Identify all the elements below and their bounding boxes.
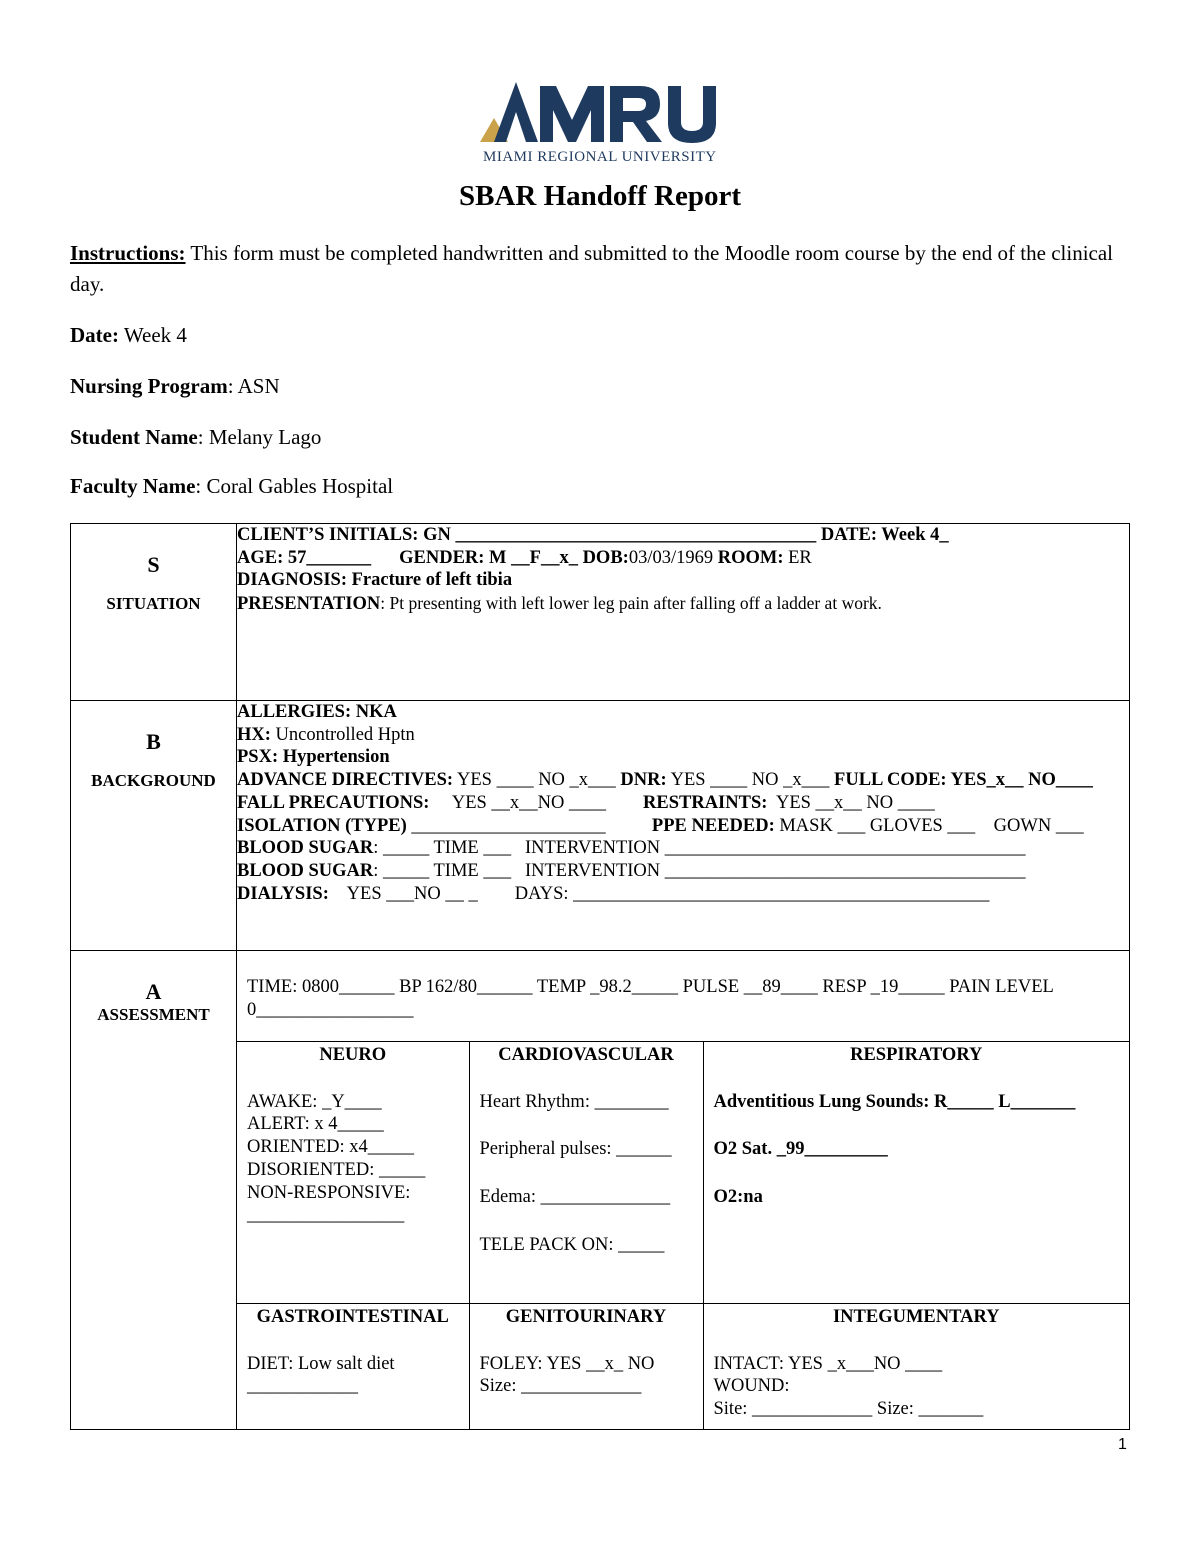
lung-sounds-field: Adventitious Lung Sounds: R_____ L_______	[713, 1091, 1076, 1112]
respiratory-cell	[703, 1042, 1129, 1304]
page-number: 1	[1118, 1436, 1127, 1453]
dialysis-label: DIALYSIS:	[237, 883, 329, 904]
dnr-label: DNR:	[620, 770, 667, 791]
presentation-value: : Pt presenting with left lower leg pain after falling off a ladder at work.	[380, 593, 882, 614]
instructions-label: Instructions:	[70, 241, 186, 265]
blood-sugar-value: : _____ TIME ___ INTERVENTION _______________________________________	[373, 838, 1026, 859]
alert-field: ALERT: x 4_____	[247, 1114, 384, 1135]
wound-field: WOUND:	[713, 1376, 790, 1397]
situation-name: SITUATION	[106, 593, 201, 613]
instructions	[70, 238, 1130, 300]
allergies-line: ALLERGIES: NKA	[237, 702, 397, 722]
ppe-label: PPE NEEDED:	[651, 815, 775, 836]
hx-value: Uncontrolled Hptn	[270, 724, 415, 745]
blood-sugar-line-1	[237, 837, 1129, 860]
university-name: MIAMI REGIONAL UNIVERSITY	[483, 149, 717, 165]
background-section	[71, 701, 237, 951]
fall-value: YES __x__NO ____	[429, 792, 643, 813]
sbar-table	[70, 523, 1130, 1430]
program-value: : ASN	[227, 374, 280, 398]
blood-sugar-label: BLOOD SUGAR	[237, 838, 374, 859]
foley-size-field: Size: _____________	[479, 1376, 642, 1397]
gu-title: GENITOURINARY	[505, 1307, 667, 1327]
fall-precautions-line	[237, 792, 1129, 815]
oriented-field: ORIENTED: x4_____	[247, 1137, 414, 1158]
o2-field: O2:na	[713, 1187, 763, 1208]
ad-label: ADVANCE DIRECTIVES:	[237, 770, 454, 791]
psx-line: PSX: Hypertension	[237, 747, 390, 768]
heart-rhythm-field: Heart Rhythm: ________	[479, 1091, 669, 1112]
situation-section	[71, 524, 237, 701]
faculty-value: : Coral Gables Hospital	[195, 474, 394, 498]
date-value: Week 4	[118, 323, 187, 347]
nonresponsive-field: NON-RESPONSIVE: _________________	[247, 1182, 411, 1226]
systems-row-1	[237, 1042, 1129, 1304]
age-field: AGE: 57_______	[237, 547, 372, 568]
edema-field: Edema: ______________	[479, 1187, 671, 1208]
dnr-value: YES ____ NO _x___	[666, 770, 835, 791]
diagnosis-line: DIAGNOSIS: Fracture of left tibia	[237, 570, 513, 591]
restraints-value: YES __x__ NO ____	[767, 792, 935, 813]
room-value: ER	[783, 547, 812, 568]
faculty-line	[70, 471, 1130, 502]
vitals-line: TIME: 0800______ BP 162/80______ TEMP _98.2_____ PULSE __89____ RESP _19_____ PAIN LEVEL 0_________________	[247, 977, 1054, 1020]
dob-value: 03/03/1969	[628, 547, 714, 568]
isolation-value: _____________________	[406, 815, 652, 836]
assessment-systems	[237, 1041, 1129, 1429]
situation-letter: S	[147, 552, 160, 577]
client-initials-line: CLIENT’S INITIALS: GN _______________________________________ DATE: Week 4_	[237, 525, 949, 545]
neuro-cell	[237, 1042, 469, 1304]
background-row	[71, 701, 1130, 951]
hx-label: HX:	[237, 724, 271, 745]
student-line	[70, 422, 1130, 453]
background-letter: B	[146, 729, 161, 754]
assessment-letter: A	[145, 979, 162, 1004]
assessment-row	[71, 951, 1130, 1430]
integumentary-title: INTEGUMENTARY	[832, 1307, 1000, 1327]
ad-value: YES ____ NO _x___	[453, 770, 621, 791]
presentation-label: PRESENTATION	[237, 594, 381, 615]
situation-row	[71, 524, 1130, 701]
neuro-title: NEURO	[319, 1045, 387, 1065]
gi-cell	[237, 1304, 469, 1429]
awake-field: AWAKE: _Y____	[247, 1091, 382, 1112]
cardio-cell	[469, 1042, 703, 1304]
gender-dob-label: GENDER: M __F__x_ DOB:	[399, 547, 629, 568]
student-label: Student Name	[70, 425, 198, 449]
assessment-section	[71, 951, 237, 1430]
ppe-value: MASK ___ GLOVES ___ GOWN ___	[774, 815, 1084, 836]
date-line	[70, 320, 1130, 351]
disoriented-field: DISORIENTED: _____	[247, 1159, 426, 1180]
date-label: Date:	[70, 323, 119, 347]
presentation-line	[237, 592, 1129, 616]
peripheral-pulses-field: Peripheral pulses: ______	[479, 1139, 672, 1160]
program-line	[70, 371, 1130, 402]
blood-sugar-label: BLOOD SUGAR	[237, 860, 374, 881]
intact-field: INTACT: YES _x___NO ____	[713, 1353, 943, 1374]
student-value: : Melany Lago	[197, 425, 322, 449]
tele-pack-field: TELE PACK ON: _____	[479, 1234, 665, 1255]
faculty-label: Faculty Name	[70, 474, 196, 498]
respiratory-title: RESPIRATORY	[850, 1045, 983, 1065]
blood-sugar-line-2	[237, 860, 1129, 883]
background-content	[237, 701, 1130, 951]
integumentary-cell	[703, 1304, 1129, 1429]
isolation-line	[237, 815, 1129, 838]
systems-row-2	[237, 1304, 1129, 1429]
advance-directives-line	[237, 769, 1129, 792]
instructions-text: This form must be completed handwritten and submitted to the Moodle room course by the end of the clinical day.	[70, 241, 1114, 296]
blood-sugar-value: : _____ TIME ___ INTERVENTION _______________________________________	[373, 860, 1026, 881]
dialysis-line	[237, 883, 1129, 906]
logo-mark-icon	[480, 80, 720, 150]
full-code-field: FULL CODE: YES_x__ NO____	[834, 770, 1093, 791]
gu-cell	[469, 1304, 703, 1429]
page-title: SBAR Handoff Report	[459, 180, 741, 212]
fall-label: FALL PRECAUTIONS:	[237, 792, 430, 813]
assessment-name: ASSESSMENT	[97, 1004, 210, 1024]
room-label: ROOM:	[713, 547, 784, 568]
program-label: Nursing Program	[70, 374, 228, 398]
situation-content	[237, 524, 1130, 701]
cardio-title: CARDIOVASCULAR	[498, 1045, 674, 1065]
isolation-label: ISOLATION (TYPE)	[237, 815, 407, 836]
hx-line	[237, 724, 1129, 747]
gi-title: GASTROINTESTINAL	[256, 1307, 449, 1327]
assessment-content	[237, 951, 1130, 1430]
foley-field: FOLEY: YES __x_ NO	[479, 1353, 655, 1374]
site-size-field: Site: _____________ Size: _______	[713, 1399, 984, 1420]
diet-field: DIET: Low salt diet ____________	[247, 1353, 395, 1397]
age-gender-line	[237, 547, 1129, 570]
background-name: BACKGROUND	[91, 770, 216, 790]
restraints-label: RESTRAINTS:	[643, 792, 768, 813]
dialysis-value: YES ___NO __ _ DAYS: _____________________________________________	[328, 883, 990, 904]
o2-sat-field: O2 Sat. _99_________	[713, 1139, 888, 1160]
